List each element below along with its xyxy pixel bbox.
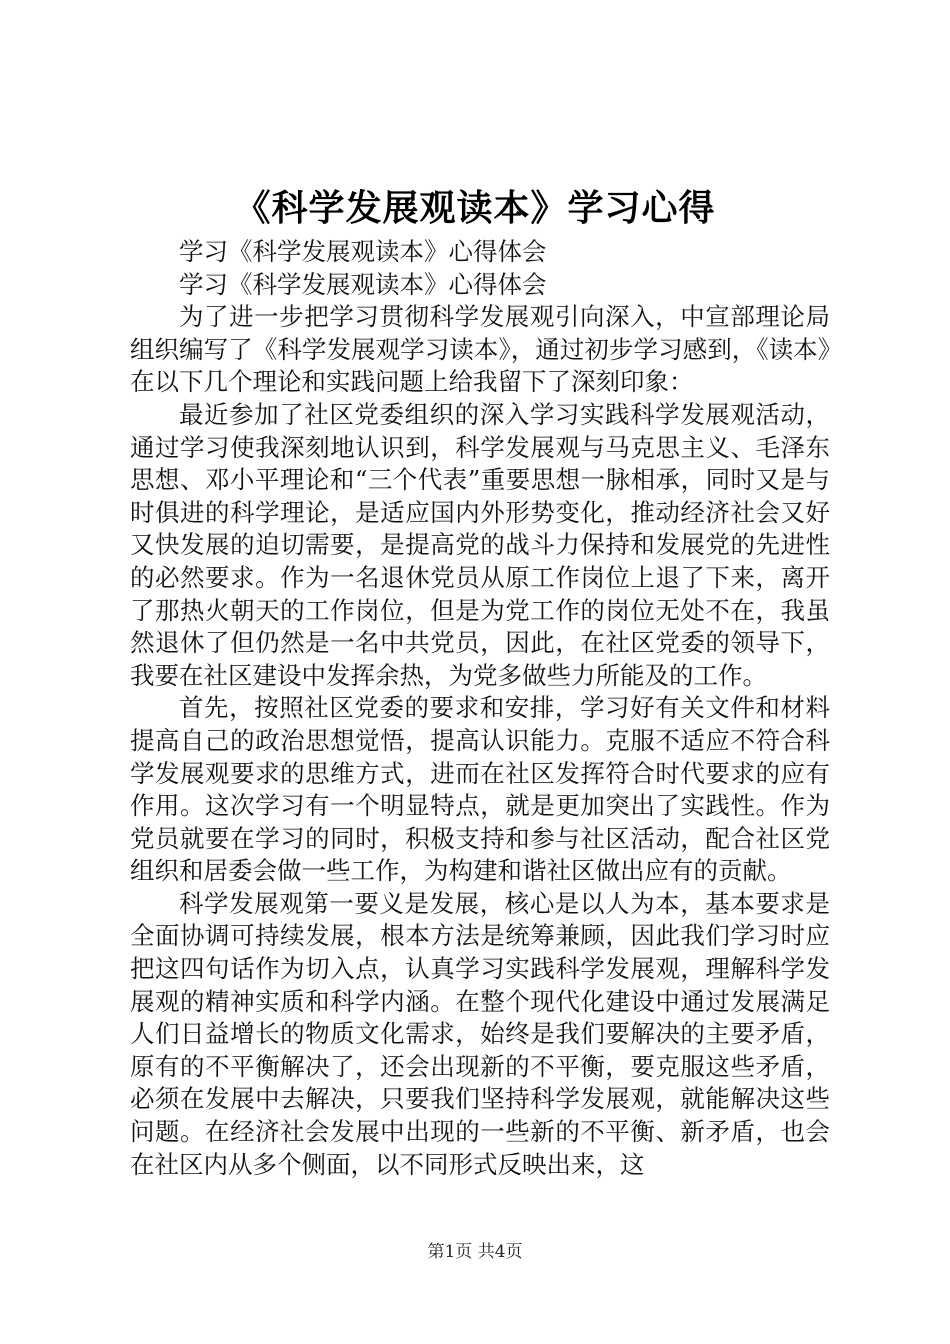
body-paragraph: 为了进一步把学习贯彻科学发展观引向深入，中宣部理论局组织编写了《科学发展观学习读本》，通过初步学习感到，《读本》在以下几个理论和实践问题上给我留下了深刻印象： (130, 302, 830, 397)
subtitle-line: 学习《科学发展观读本》心得体会 (179, 269, 547, 299)
document-body (130, 236, 830, 1181)
subtitle-line: 学习《科学发展观读本》心得体会 (179, 237, 547, 266)
body-paragraph: 科学发展观第一要义是发展，核心是以人为本，基本要求是全面协调可持续发展，根本方法是统筹兼顾，因此我们学习时应把这四句话作为切入点，认真学习实践科学发展观，理解科学发展观的精神实质和科学内涵。在整个现代化建设中通过发展满足人们日益增长的物质文化需求，始终是我们要解决的主要矛盾，原有的不平衡解决了，还会出现新的不平衡，要克服这些矛盾，必须在发展中去解决，只要我们坚持科学发展观，就能解决这些问题。在经济社会发展中出现的一些新的不平衡、新矛盾，也会在社区内从多个侧面，以不同形式反映出来，这 (130, 888, 830, 1179)
body-paragraph: 最近参加了社区党委组织的深入学习实践科学发展观活动，通过学习使我深刻地认识到，科学发展观与马克思主义、毛泽东思想、邓小平理论和“三个代表”重要思想一脉相承，同时又是与时俱进的科学理论，是适应国内外形势变化，推动经济社会又好又快发展的迫切需要，是提高党的战斗力保持和发展党的先进性的必然要求。作为一名退休党员从原工作岗位上退了下来，离开了那热火朝天的工作岗位，但是为党工作的岗位无处不在，我虽然退休了但仍然是一名中共党员，因此，在社区党委的领导下，我要在社区建设中发挥余热，为党多做些力所能及的工作。 (130, 399, 830, 690)
page-number-footer: 第1页 共4页 (427, 1242, 523, 1262)
document-title: 《科学发展观读本》学习心得 (234, 187, 716, 229)
body-paragraph: 首先，按照社区党委的要求和安排，学习好有关文件和材料提高自己的政治思想觉悟，提高认识能力。克服不适应不符合科学发展观要求的思维方式，进而在社区发挥符合时代要求的应有作用。这次学习有一个明显特点，就是更加突出了实践性。作为党员就要在学习的同时，积极支持和参与社区活动，配合社区党组织和居委会做一些工作，为构建和谐社区做出应有的贡献。 (130, 693, 830, 886)
